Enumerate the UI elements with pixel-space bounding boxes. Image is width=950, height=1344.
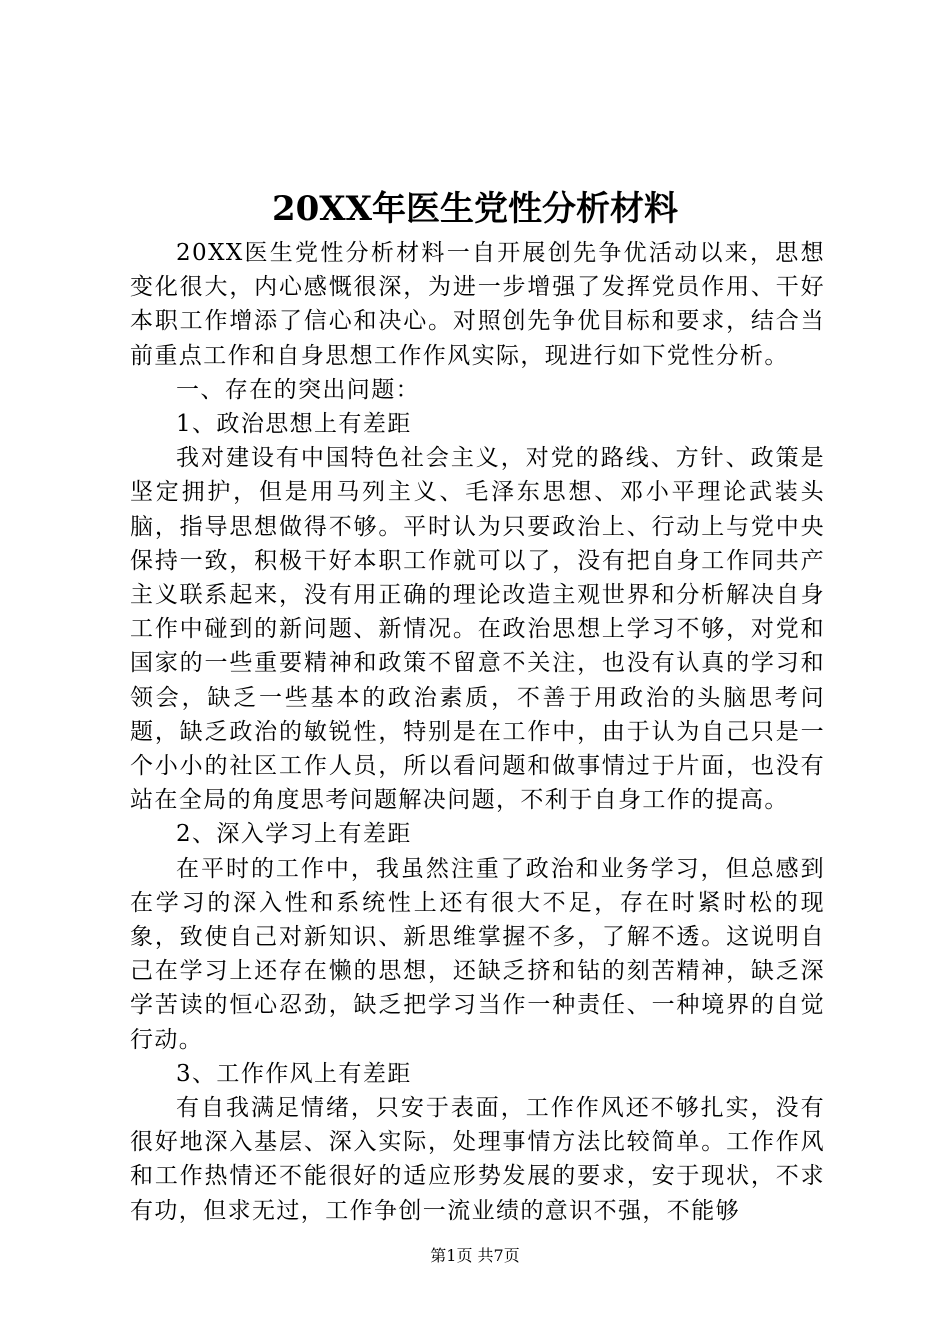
section-heading: 一、存在的突出问题： [176, 376, 420, 403]
subheading-political: 1、政治思想上有差距 [176, 411, 412, 438]
paragraph-political: 我对建设有中国特色社会主义，对党的路线、方针、政策是坚定拥护，但是用马列主义、毛泽东思想、邓小平理论武装头脑，指导思想做得不够。平时认为只要政治上、行动上与党中央保持一致，积极干好本职工作就可以了，没有把自身工作同共产主义联系起来，没有用正确的理论改造主观世界和分析解决自身工作中碰到的新问题、新情况。在政治思想上学习不够，对党和国家的一些重要精神和政策不留意不关注，也没有认真的学习和领会，缺乏一些基本的政治素质，不善于用政治的头脑思考问题，缺乏政治的敏锐性，特别是在工作中，由于认为自己只是一个小小的社区工作人员，所以看问题和做事情过于片面，也没有站在全局的角度思考问题解决问题，不利于自身工作的提高。 [130, 445, 825, 814]
page-number: 第1页 共7页 [430, 1246, 520, 1265]
subheading-study: 2、深入学习上有差距 [176, 821, 412, 848]
paragraph-work-style: 有自我满足情绪，只安于表面，工作作风还不够扎实，没有很好地深入基层、深入实际，处理事情方法比较简单。工作作风和工作热情还不能很好的适应形势发展的要求，安于现状，不求有功，但求无过，工作争创一流业绩的意识不强，不能够 [130, 1095, 825, 1224]
subheading-work-style: 3、工作作风上有差距 [176, 1060, 412, 1087]
document-title: 20XX年医生党性分析材料 [271, 189, 679, 229]
paragraph-study: 在平时的工作中，我虽然注重了政治和业务学习，但总感到在学习的深入性和系统性上还有很大不足，存在时紧时松的现象，致使自己对新知识、新思维掌握不多，了解不透。这说明自己在学习上还存在懒的思想，还缺乏挤和钻的刻苦精神，缺乏深学苦读的恒心忍劲，缺乏把学习当作一种责任、一种境界的自觉行动。 [130, 855, 825, 1053]
intro-paragraph: 20XX医生党性分析材料一自开展创先争优活动以来，思想变化很大，内心感慨很深，为进一步增强了发挥党员作用、干好本职工作增添了信心和决心。对照创先争优目标和要求，结合当前重点工作和自身思想工作作风实际，现进行如下党性分析。 [130, 240, 825, 369]
document-body [130, 236, 825, 1228]
